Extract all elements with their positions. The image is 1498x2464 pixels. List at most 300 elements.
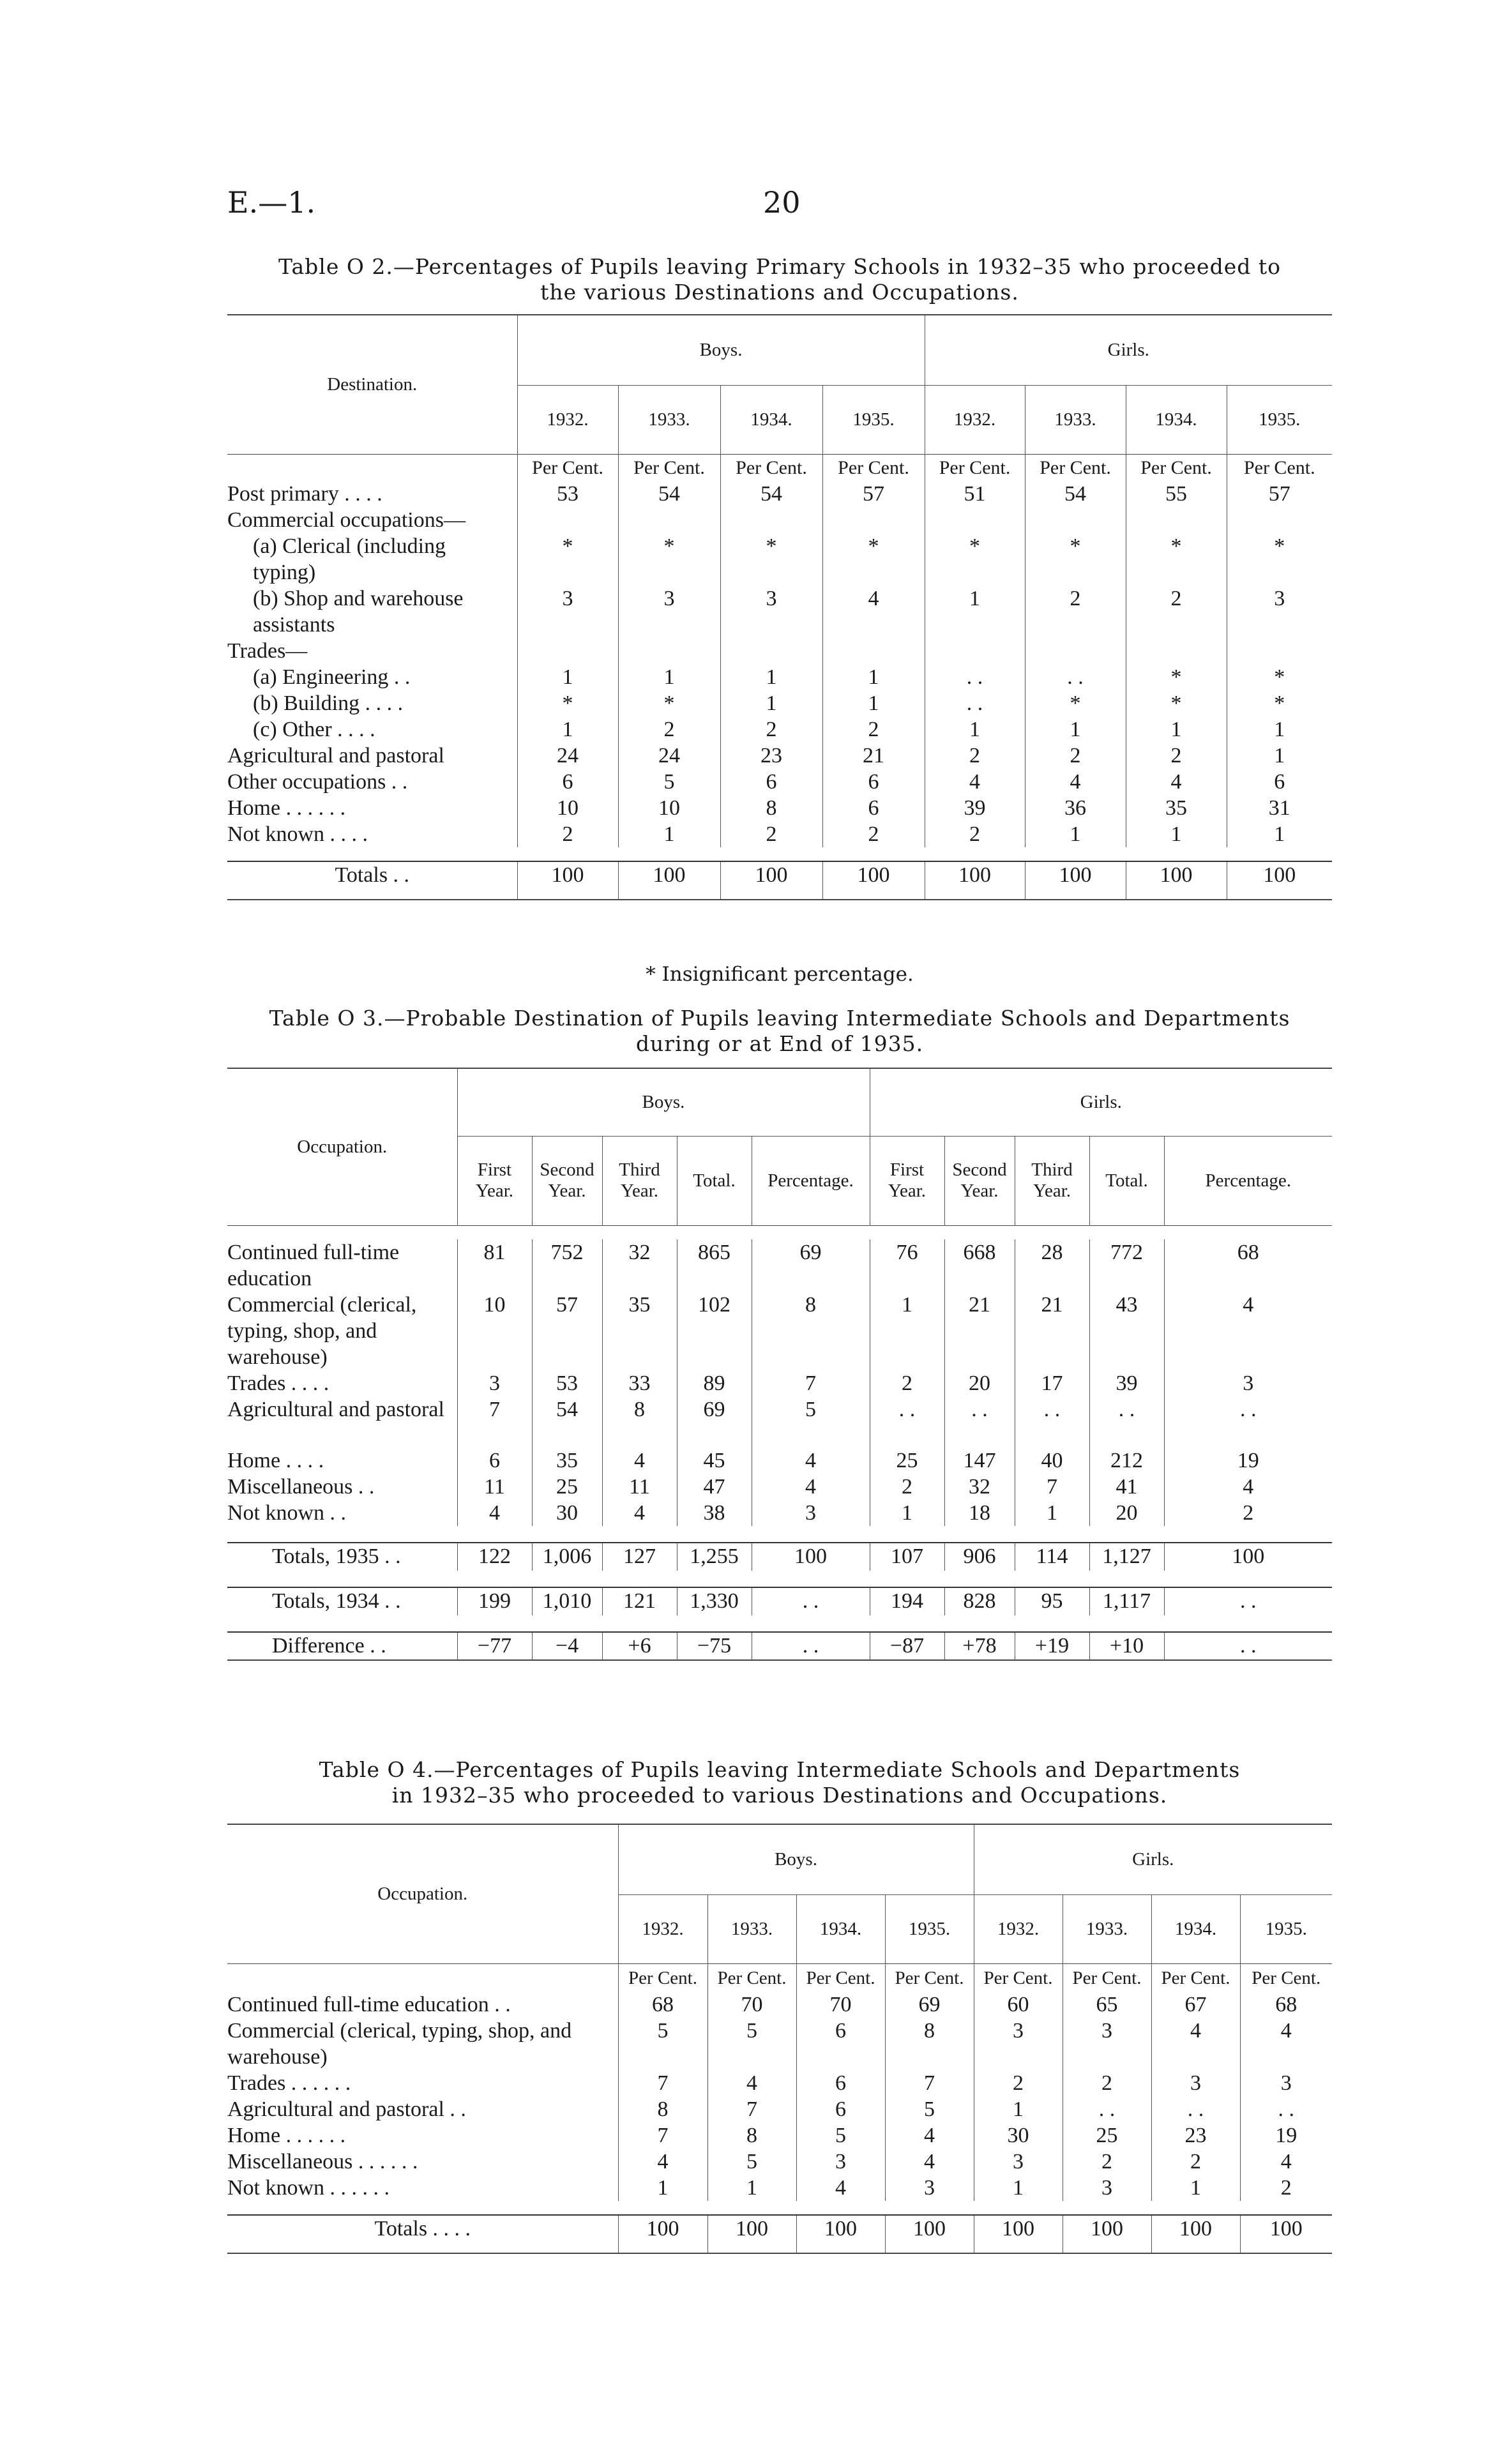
table-cell: 6 — [796, 2070, 885, 2096]
table-cell — [618, 638, 720, 664]
table-cell: 2 — [1126, 743, 1227, 769]
table-cell: 21 — [1015, 1292, 1089, 1370]
column-header: 1934. — [720, 385, 822, 454]
table-cell: 41 — [1089, 1474, 1164, 1500]
page-number: 20 — [763, 185, 801, 220]
table-row — [227, 769, 1332, 795]
row-label: Continued full-time education . . — [227, 1993, 511, 2016]
spacer-row — [227, 2201, 1332, 2215]
table-cell: 4 — [796, 2175, 885, 2201]
table-cell: 7 — [752, 1370, 870, 1396]
table-row — [227, 1370, 1332, 1396]
table-cell: 35 — [1126, 795, 1227, 821]
table-cell: 3 — [720, 586, 822, 638]
table-cell: +10 — [1089, 1632, 1164, 1660]
table-cell: 4 — [1240, 2149, 1332, 2175]
table4-title-line2: in 1932–35 who proceeded to various Destinations and Occupations. — [391, 1783, 1168, 1808]
table-cell: * — [822, 533, 925, 586]
table-cell: 68 — [618, 1992, 707, 2018]
table-cell: 2 — [822, 821, 925, 847]
table-cell: 54 — [1025, 481, 1126, 507]
table-cell: 2 — [618, 716, 720, 743]
table-cell: −77 — [457, 1632, 532, 1660]
table-cell: 194 — [870, 1587, 944, 1615]
column-header: First Year. — [457, 1136, 532, 1225]
table-cell: 7 — [618, 2122, 707, 2149]
table-cell: Per Cent. — [517, 454, 618, 481]
table-cell: 2 — [1126, 586, 1227, 638]
table-cell: 2 — [974, 2070, 1063, 2096]
table3-title — [227, 1006, 1332, 1057]
table-cell: 3 — [1151, 2070, 1240, 2096]
table-cell: 67 — [1151, 1992, 1240, 2018]
table-cell: 4 — [885, 2122, 974, 2149]
table-cell: 906 — [944, 1543, 1015, 1571]
column-header: 1932. — [974, 1894, 1063, 1963]
table-cell: 6 — [517, 769, 618, 795]
row-label: Not known . . . . . . — [227, 2176, 390, 2200]
table-cell: 4 — [602, 1447, 677, 1474]
row-label: Agricultural and pastoral . . — [227, 2097, 466, 2121]
table-cell: . . — [1015, 1396, 1089, 1447]
summary-row — [227, 1632, 1332, 1660]
row-label — [227, 1963, 618, 1992]
table-row — [227, 2122, 1332, 2149]
table-cell: Per Cent. — [822, 454, 925, 481]
table-cell: * — [1025, 533, 1126, 586]
table-cell: 1 — [974, 2175, 1063, 2201]
table2 — [227, 314, 1332, 900]
table-row — [227, 1500, 1332, 1526]
table-cell: 3 — [1063, 2175, 1151, 2201]
column-header: 1934. — [796, 1894, 885, 1963]
table4 — [227, 1824, 1332, 2254]
table-cell: 69 — [677, 1396, 752, 1447]
row-label: Agricultural and pastoral — [227, 1398, 444, 1421]
column-header: 1933. — [1063, 1894, 1151, 1963]
table-cell: 25 — [870, 1447, 944, 1474]
table-cell: 2 — [925, 743, 1025, 769]
table-cell: 53 — [517, 481, 618, 507]
table-cell: 3 — [885, 2175, 974, 2201]
row-label: Post primary . . . . — [227, 481, 382, 506]
table-cell: . . — [925, 690, 1025, 716]
table-row — [227, 481, 1332, 507]
table-cell — [822, 638, 925, 664]
table-row — [227, 533, 1332, 586]
table2-body — [227, 454, 1332, 900]
table-cell: −87 — [870, 1632, 944, 1660]
table2-boys-header: Boys. — [517, 315, 925, 385]
table-cell — [517, 507, 618, 533]
table-cell: 1 — [517, 664, 618, 690]
table-cell: Per Cent. — [1063, 1963, 1151, 1992]
table-cell: 10 — [618, 795, 720, 821]
row-label: (b) Shop and warehouse assistants — [253, 586, 464, 637]
table-cell: 68 — [1164, 1239, 1332, 1292]
table-cell: 212 — [1089, 1447, 1164, 1474]
table-cell: 7 — [457, 1396, 532, 1447]
row-label: (a) Engineering . . — [253, 665, 411, 689]
table-cell: Per Cent. — [1240, 1963, 1332, 1992]
table-cell: 69 — [885, 1992, 974, 2018]
table-cell: 4 — [822, 586, 925, 638]
table-cell: * — [1126, 533, 1227, 586]
table-cell: . . — [944, 1396, 1015, 1447]
column-header: 1932. — [517, 385, 618, 454]
table-cell: 60 — [974, 1992, 1063, 2018]
table-cell: 40 — [1015, 1447, 1089, 1474]
table-row — [227, 795, 1332, 821]
column-header: 1933. — [1025, 385, 1126, 454]
row-label — [227, 454, 517, 481]
table-cell: 45 — [677, 1447, 752, 1474]
table-cell: 100 — [618, 2215, 707, 2253]
column-header: 1934. — [1151, 1894, 1240, 1963]
table-cell: 54 — [532, 1396, 602, 1447]
table-cell: 1 — [1126, 821, 1227, 847]
table-cell: 1 — [822, 664, 925, 690]
table4-title — [227, 1757, 1332, 1808]
table-cell: 4 — [707, 2070, 796, 2096]
table-cell: 2 — [720, 716, 822, 743]
table-cell: 4 — [618, 2149, 707, 2175]
table2-title — [227, 254, 1332, 305]
spacer-cell — [227, 2201, 1332, 2215]
table-cell: * — [925, 533, 1025, 586]
page-reference: E.—1. — [227, 185, 316, 220]
table-cell: 3 — [1227, 586, 1332, 638]
row-label: Trades . . . . . . — [227, 2071, 351, 2095]
table-cell: 55 — [1126, 481, 1227, 507]
table-cell: 33 — [602, 1370, 677, 1396]
table-cell: 1,010 — [532, 1587, 602, 1615]
table-cell: 1 — [1015, 1500, 1089, 1526]
table-cell: * — [1227, 664, 1332, 690]
table-cell: 122 — [457, 1543, 532, 1571]
table-cell: 1,006 — [532, 1543, 602, 1571]
table-cell: . . — [1025, 664, 1126, 690]
table-cell: Per Cent. — [796, 1963, 885, 1992]
table3-title-line2: during or at End of 1935. — [635, 1031, 924, 1056]
table-cell: 8 — [885, 2018, 974, 2070]
table-cell: 1 — [517, 716, 618, 743]
table-cell: 3 — [1063, 2018, 1151, 2070]
table-cell: 4 — [602, 1500, 677, 1526]
row-label: Totals, 1935 . . — [272, 1545, 401, 1568]
column-header: Total. — [1089, 1136, 1164, 1225]
spacer-row — [227, 1225, 1332, 1239]
spacer-row — [227, 1615, 1332, 1632]
table-cell: 20 — [944, 1370, 1015, 1396]
column-header: 1935. — [1240, 1894, 1332, 1963]
table-cell: 54 — [618, 481, 720, 507]
table-cell: * — [720, 533, 822, 586]
table-cell: 2 — [870, 1474, 944, 1500]
table-row — [227, 1474, 1332, 1500]
table-cell: . . — [1164, 1632, 1332, 1660]
column-header: Percentage. — [1164, 1136, 1332, 1225]
table-cell: 8 — [720, 795, 822, 821]
table-cell: 100 — [752, 1543, 870, 1571]
table-cell: 2 — [925, 821, 1025, 847]
table-cell: Per Cent. — [974, 1963, 1063, 1992]
table-cell: 1 — [1025, 821, 1126, 847]
table-cell — [1025, 638, 1126, 664]
table-cell: 69 — [752, 1239, 870, 1292]
table-cell: 21 — [944, 1292, 1015, 1370]
table-cell: 20 — [1089, 1500, 1164, 1526]
totals-row — [227, 2215, 1332, 2253]
column-header: 1935. — [1227, 385, 1332, 454]
table-cell: . . — [925, 664, 1025, 690]
row-label: Difference . . — [272, 1634, 386, 1658]
table-row — [227, 743, 1332, 769]
table-cell: 772 — [1089, 1239, 1164, 1292]
table-cell: Per Cent. — [925, 454, 1025, 481]
table-cell: 3 — [974, 2018, 1063, 2070]
table-cell: 23 — [1151, 2122, 1240, 2149]
table-cell: −75 — [677, 1632, 752, 1660]
table-cell: 2 — [1063, 2149, 1151, 2175]
table-cell: 18 — [944, 1500, 1015, 1526]
column-header: Percentage. — [752, 1136, 870, 1225]
table2-girls-header: Girls. — [925, 315, 1332, 385]
table-cell: 3 — [618, 586, 720, 638]
table-cell: 100 — [707, 2215, 796, 2253]
table-cell: 6 — [1227, 769, 1332, 795]
table-cell: 4 — [925, 769, 1025, 795]
table-cell: 65 — [1063, 1992, 1151, 2018]
row-label: Home . . . . . . — [227, 796, 346, 820]
table2-destination-header: Destination. — [227, 315, 517, 454]
table-cell: 100 — [618, 861, 720, 900]
column-header: First Year. — [870, 1136, 944, 1225]
table4-title-line1: Table O 4.—Percentages of Pupils leaving Intermediate Schools and Departments — [319, 1757, 1241, 1782]
column-header: 1935. — [885, 1894, 974, 1963]
row-label: Not known . . — [227, 1501, 347, 1525]
table-cell — [1227, 638, 1332, 664]
table-cell: 11 — [457, 1474, 532, 1500]
table-cell: 5 — [707, 2149, 796, 2175]
table-cell: Per Cent. — [1126, 454, 1227, 481]
table-cell: 89 — [677, 1370, 752, 1396]
table-row — [227, 507, 1332, 533]
table-cell: −4 — [532, 1632, 602, 1660]
table-cell: 5 — [752, 1396, 870, 1447]
table-cell: 81 — [457, 1239, 532, 1292]
table-cell: 4 — [1126, 769, 1227, 795]
table-cell: 1 — [618, 664, 720, 690]
row-label: Trades . . . . — [227, 1372, 329, 1395]
table-cell: 30 — [532, 1500, 602, 1526]
table-cell: 51 — [925, 481, 1025, 507]
table-cell: 1,127 — [1089, 1543, 1164, 1571]
table-cell: 4 — [457, 1500, 532, 1526]
table-cell: 1 — [870, 1292, 944, 1370]
table-cell: 6 — [822, 769, 925, 795]
table-cell: 32 — [602, 1239, 677, 1292]
table-cell: . . — [752, 1632, 870, 1660]
summary-row — [227, 1543, 1332, 1571]
table4-body — [227, 1963, 1332, 2253]
table-row — [227, 586, 1332, 638]
totals-row — [227, 861, 1332, 900]
table-cell: 4 — [1151, 2018, 1240, 2070]
table-cell: 70 — [796, 1992, 885, 2018]
table-cell: . . — [1240, 2096, 1332, 2122]
table-cell: 102 — [677, 1292, 752, 1370]
table-row — [227, 716, 1332, 743]
table-cell: 25 — [532, 1474, 602, 1500]
table-cell: . . — [1089, 1396, 1164, 1447]
table-cell: . . — [1063, 2096, 1151, 2122]
column-header: Total. — [677, 1136, 752, 1225]
table-row — [227, 1239, 1332, 1292]
row-label: Other occupations . . — [227, 769, 408, 794]
row-label: (a) Clerical (including typing) — [253, 534, 446, 584]
table-cell: 100 — [1025, 861, 1126, 900]
table-cell: 32 — [944, 1474, 1015, 1500]
table-cell: 3 — [457, 1370, 532, 1396]
table-row — [227, 2018, 1332, 2070]
row-label: Totals . . — [335, 863, 410, 887]
table-cell: 76 — [870, 1239, 944, 1292]
table-cell — [925, 638, 1025, 664]
table-cell — [618, 507, 720, 533]
table-cell: 2 — [1025, 586, 1126, 638]
table-row — [227, 821, 1332, 847]
table-cell: 8 — [618, 2096, 707, 2122]
table-cell: Per Cent. — [1227, 454, 1332, 481]
table-cell: * — [1126, 690, 1227, 716]
table-cell: 5 — [796, 2122, 885, 2149]
row-label: Commercial (clerical, typing, shop, and warehouse) — [227, 2019, 572, 2069]
table-cell: 1 — [720, 690, 822, 716]
table-cell: 1 — [925, 716, 1025, 743]
table-cell: 68 — [1240, 1992, 1332, 2018]
table-cell — [1025, 507, 1126, 533]
table-cell: 100 — [1240, 2215, 1332, 2253]
column-header: 1933. — [707, 1894, 796, 1963]
table-cell: 2 — [1025, 743, 1126, 769]
table-cell: 24 — [618, 743, 720, 769]
table4-occupation-header: Occupation. — [227, 1824, 618, 1963]
table-cell: 2 — [1151, 2149, 1240, 2175]
table-cell: 1 — [870, 1500, 944, 1526]
spacer-row — [227, 847, 1332, 861]
table3 — [227, 1068, 1332, 1661]
table-cell: 23 — [720, 743, 822, 769]
row-label: Totals . . . . — [374, 2217, 471, 2241]
table-cell: 70 — [707, 1992, 796, 2018]
table-row — [227, 2070, 1332, 2096]
table-cell: 35 — [532, 1447, 602, 1474]
table-cell: 865 — [677, 1239, 752, 1292]
units-row — [227, 454, 1332, 481]
table-cell: . . — [1164, 1587, 1332, 1615]
table-cell: Per Cent. — [707, 1963, 796, 1992]
table-cell: . . — [1151, 2096, 1240, 2122]
table-cell — [1227, 507, 1332, 533]
table-cell: 19 — [1240, 2122, 1332, 2149]
table-cell: 11 — [602, 1474, 677, 1500]
spacer-row — [227, 1571, 1332, 1587]
table-cell: 668 — [944, 1239, 1015, 1292]
table-cell: 4 — [1164, 1474, 1332, 1500]
row-label: Agricultural and pastoral — [227, 743, 444, 767]
table-cell: Per Cent. — [885, 1963, 974, 1992]
table-cell: 1 — [618, 2175, 707, 2201]
row-label: Commercial occupations— — [227, 508, 465, 532]
table-cell: 17 — [1015, 1370, 1089, 1396]
table-cell: 47 — [677, 1474, 752, 1500]
table-cell: * — [1227, 533, 1332, 586]
table-row — [227, 1396, 1332, 1447]
table-cell: * — [1126, 664, 1227, 690]
table-cell: 10 — [457, 1292, 532, 1370]
table-cell: 100 — [925, 861, 1025, 900]
table-cell: 4 — [752, 1474, 870, 1500]
table3-occupation-header: Occupation. — [227, 1068, 457, 1225]
table-cell: * — [618, 533, 720, 586]
table-cell: 57 — [822, 481, 925, 507]
column-header: Second Year. — [532, 1136, 602, 1225]
table-cell: 752 — [532, 1239, 602, 1292]
row-label: Home . . . . — [227, 1449, 324, 1472]
table-cell: 100 — [1227, 861, 1332, 900]
table-cell: 3 — [974, 2149, 1063, 2175]
table-cell: * — [517, 533, 618, 586]
table-cell: 3 — [517, 586, 618, 638]
table-cell: 2 — [1164, 1500, 1332, 1526]
table-cell: 7 — [1015, 1474, 1089, 1500]
column-header: Third Year. — [1015, 1136, 1089, 1225]
table-row — [227, 1992, 1332, 2018]
table-cell: 28 — [1015, 1239, 1089, 1292]
table-cell: 8 — [602, 1396, 677, 1447]
table-cell: 3 — [1164, 1370, 1332, 1396]
table-cell: 1,255 — [677, 1543, 752, 1571]
spacer-cell — [227, 847, 1332, 861]
column-header: 1935. — [822, 385, 925, 454]
table-cell: 31 — [1227, 795, 1332, 821]
table-cell: 1,330 — [677, 1587, 752, 1615]
table-cell: 38 — [677, 1500, 752, 1526]
table-cell: 54 — [720, 481, 822, 507]
table-cell: 5 — [618, 769, 720, 795]
table2-footnote: * Insignificant percentage. — [646, 963, 914, 986]
table-cell: 25 — [1063, 2122, 1151, 2149]
table-cell: 100 — [822, 861, 925, 900]
table-cell: 8 — [707, 2122, 796, 2149]
table-cell: +19 — [1015, 1632, 1089, 1660]
table-cell: 3 — [796, 2149, 885, 2175]
table-cell: 39 — [1089, 1370, 1164, 1396]
table-cell: 4 — [752, 1447, 870, 1474]
table-cell: 1 — [1126, 716, 1227, 743]
table-cell: 828 — [944, 1587, 1015, 1615]
table-cell: 2 — [1240, 2175, 1332, 2201]
table-row — [227, 2096, 1332, 2122]
table-cell — [1126, 507, 1227, 533]
table-cell: 2 — [720, 821, 822, 847]
table-cell: 6 — [720, 769, 822, 795]
table2-title-line2: the various Destinations and Occupations. — [540, 280, 1019, 305]
table3-body — [227, 1225, 1332, 1660]
column-header: Second Year. — [944, 1136, 1015, 1225]
row-label: Miscellaneous . . . . . . — [227, 2150, 418, 2173]
